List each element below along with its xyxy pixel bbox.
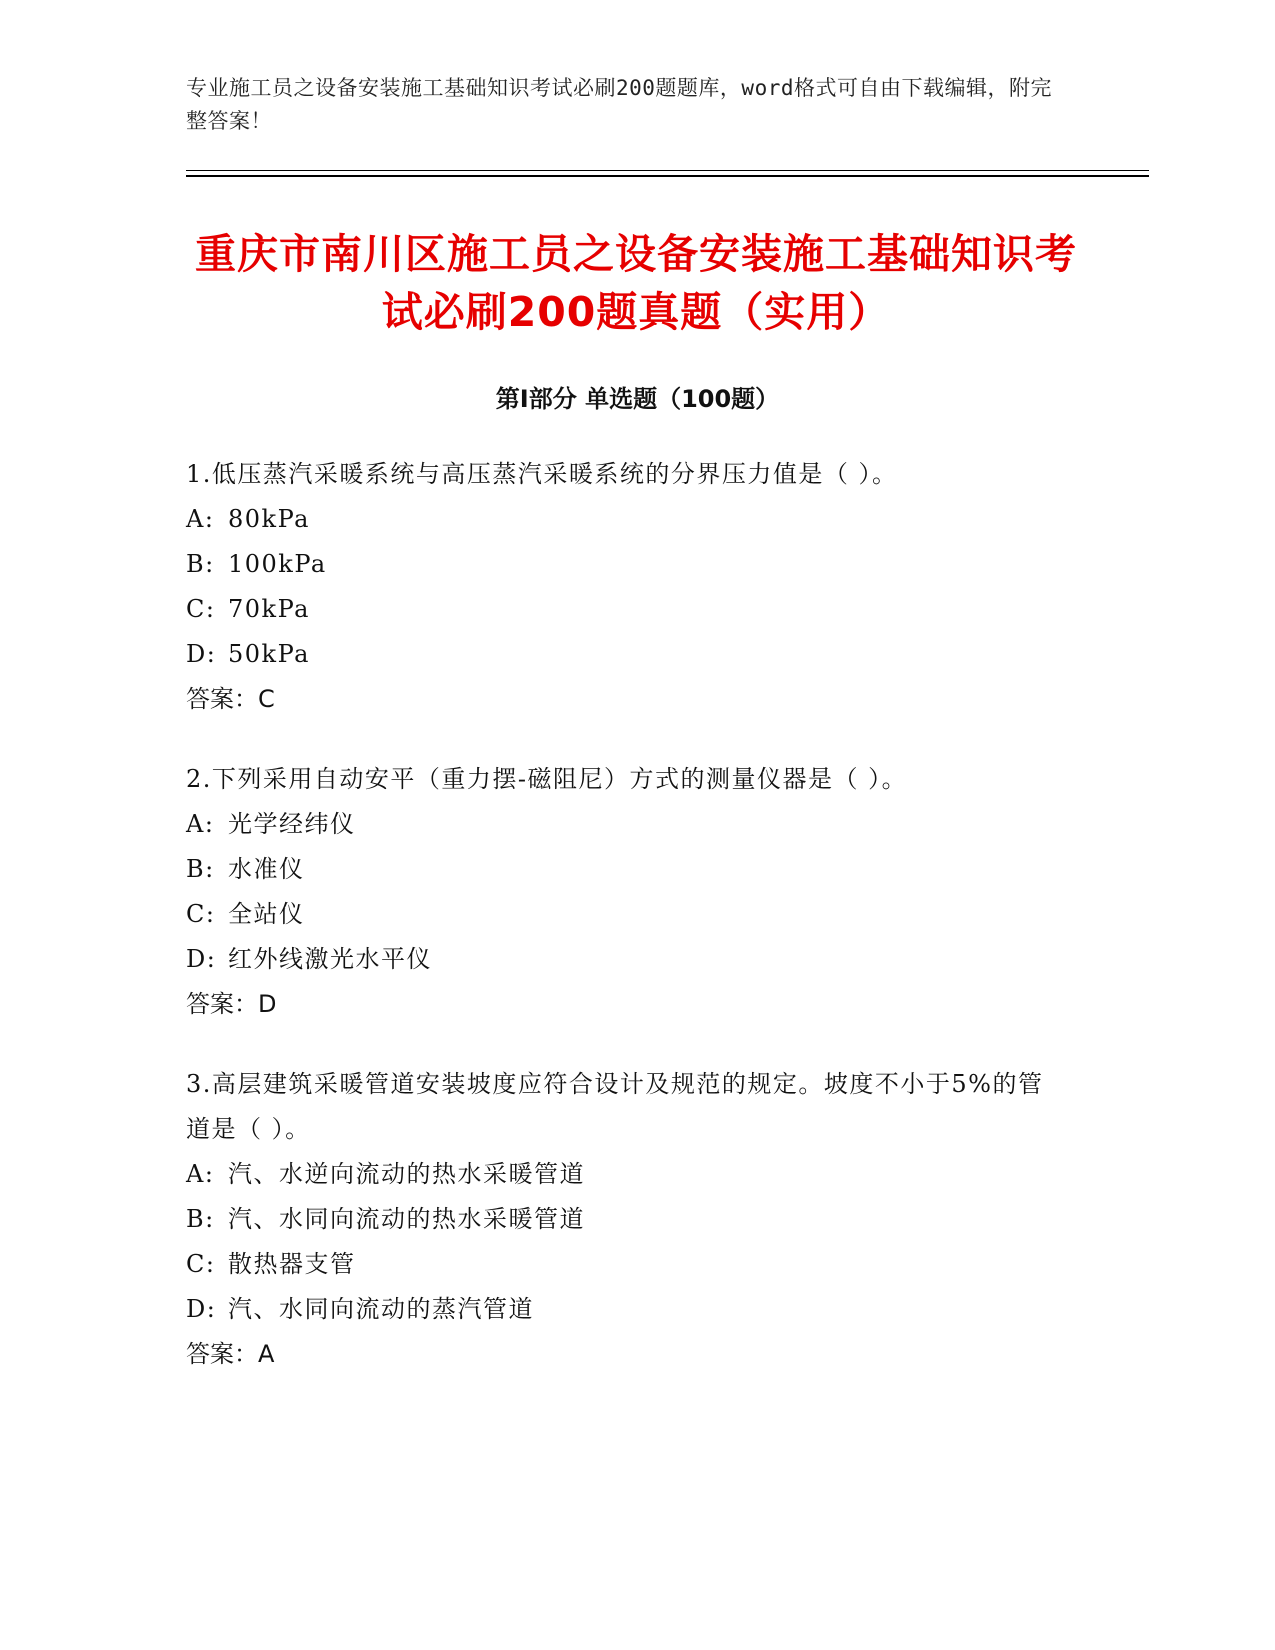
answer-line: 答案：C [186,685,275,713]
option-a [186,1152,1066,1197]
option-text: 70kPa [228,595,310,623]
option-b [186,542,1066,587]
header-rule-thin [186,170,1149,171]
option-d [186,1287,1066,1332]
option-d [186,632,1066,677]
option-letter: C: [186,1250,216,1278]
option-text: 汽、水逆向流动的热水采暖管道 [228,1160,585,1188]
option-letter: D: [186,1295,217,1323]
option-text: 汽、水同向流动的蒸汽管道 [228,1295,534,1323]
option-letter: C: [186,900,216,928]
answer-line: 答案：D [186,990,277,1018]
option-c [186,892,1066,937]
option-c [186,587,1066,632]
option-d [186,937,1066,982]
option-text: 红外线激光水平仪 [228,945,432,973]
option-text: 100kPa [228,550,327,578]
option-text: 50kPa [228,640,310,668]
question-stem: 2.下列采用自动安平（重力摆-磁阻尼）方式的测量仪器是（ ）。 [186,765,908,793]
option-text: 汽、水同向流动的热水采暖管道 [228,1205,585,1233]
option-b [186,847,1066,892]
option-letter: C: [186,595,216,623]
option-a [186,802,1066,847]
option-a [186,497,1066,542]
option-text: 全站仪 [228,900,305,928]
option-text: 80kPa [228,505,310,533]
question-2 [186,757,1066,1027]
question-stem: 1.低压蒸汽采暖系统与高压蒸汽采暖系统的分界压力值是（ ）。 [186,460,898,488]
option-letter: D: [186,945,217,973]
option-letter: A: [186,810,215,838]
option-text: 水准仪 [228,855,305,883]
option-letter: B: [186,855,215,883]
option-text: 光学经纬仪 [228,810,356,838]
option-letter: D: [186,640,217,668]
document-title: 重庆市南川区施工员之设备安装施工基础知识考试必刷200题真题（实用） [195,230,1077,336]
option-letter: A: [186,505,215,533]
question-3 [186,1062,1066,1377]
option-c [186,1242,1066,1287]
option-text: 散热器支管 [228,1250,356,1278]
option-letter: A: [186,1160,215,1188]
answer-line: 答案：A [186,1340,275,1368]
header-rule-thick [186,175,1149,177]
section-heading: 第Ⅰ部分 单选题（100题） [495,385,780,413]
option-letter: B: [186,550,215,578]
option-letter: B: [186,1205,215,1233]
option-b [186,1197,1066,1242]
question-1 [186,452,1066,722]
question-stem: 3.高层建筑采暖管道安装坡度应符合设计及规范的规定。坡度不小于5%的管道是（ ）。 [186,1070,1044,1143]
header-note: 专业施工员之设备安装施工基础知识考试必刷200题题库，word格式可自由下载编辑，附完整答案！ [186,76,1052,133]
